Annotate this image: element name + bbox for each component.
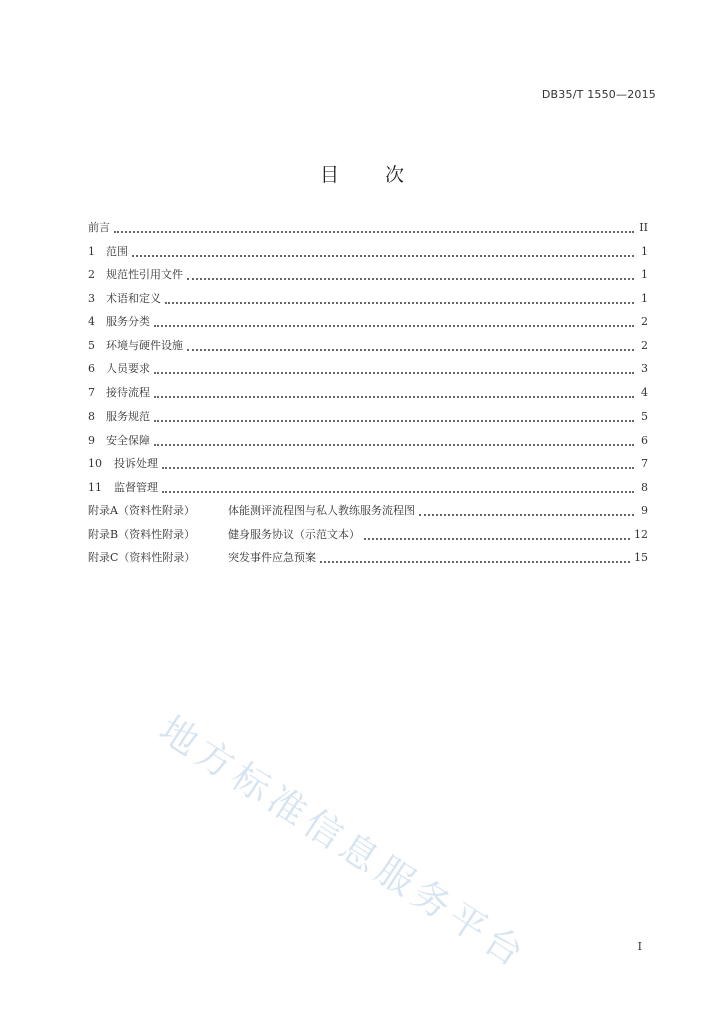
toc-entry-page: 8	[641, 480, 648, 494]
toc-entry-label: 范围	[106, 244, 128, 258]
toc-entry-appendix-b[interactable]	[88, 525, 648, 543]
toc-entry-number: 1	[88, 244, 95, 258]
toc-entry-page: 9	[641, 504, 648, 517]
toc-entry-label: 体能测评流程图与私人教练服务流程图	[228, 504, 415, 517]
toc-appendix-prefix: 附录B（资料性附录）	[88, 527, 196, 541]
toc-entry-page: 2	[641, 315, 648, 328]
toc-entry-3[interactable]	[88, 289, 648, 307]
table-of-contents	[88, 218, 648, 572]
toc-entry-number: 11	[88, 480, 102, 494]
toc-entry-page: 7	[641, 457, 648, 470]
toc-entry-9[interactable]	[88, 431, 648, 449]
toc-entry-label: 规范性引用文件	[106, 268, 183, 281]
toc-entry-page: 3	[641, 362, 648, 375]
toc-entry-6[interactable]	[88, 359, 648, 377]
toc-leader-dots	[165, 290, 634, 304]
toc-entry-number: 10	[88, 457, 102, 470]
page-number: I	[637, 940, 642, 953]
toc-leader-dots	[154, 360, 634, 374]
toc-leader-dots	[320, 549, 630, 563]
toc-entry-label: 健身服务协议（示范文本）	[228, 527, 360, 541]
toc-leader-dots	[162, 455, 634, 469]
toc-entry-7[interactable]	[88, 383, 648, 401]
toc-entry-page: 1	[641, 291, 648, 305]
toc-entry-page: 5	[641, 410, 648, 423]
toc-entry-label: 突发事件应急预案	[228, 551, 316, 564]
toc-appendix-prefix: 附录A（资料性附录）	[88, 504, 195, 517]
toc-entry-label: 服务规范	[106, 410, 150, 423]
toc-entry-5[interactable]	[88, 336, 648, 354]
toc-entry-2[interactable]	[88, 265, 648, 283]
page-title: 目 次	[319, 164, 425, 186]
toc-entry-label: 术语和定义	[106, 291, 161, 305]
toc-entry-number: 5	[88, 338, 95, 352]
toc-entry-number: 7	[88, 386, 95, 399]
toc-leader-dots	[114, 219, 634, 233]
toc-entry-label: 人员要求	[106, 362, 150, 375]
toc-leader-dots	[154, 384, 634, 398]
toc-entry-label: 安全保障	[106, 433, 150, 447]
standard-code: DB35/T 1550—2015	[541, 88, 656, 101]
toc-leader-dots	[162, 479, 634, 493]
toc-leader-dots	[187, 337, 634, 351]
toc-entry-11[interactable]	[88, 478, 648, 496]
toc-entry-page: 2	[641, 338, 648, 352]
toc-entry-number: 6	[88, 362, 95, 375]
toc-entry-number: 4	[88, 315, 95, 328]
toc-entry-label: 接待流程	[106, 386, 150, 399]
toc-entry-8[interactable]	[88, 407, 648, 425]
toc-entry-page: 4	[641, 386, 648, 399]
toc-leader-dots	[154, 313, 634, 327]
toc-entry-page: 1	[641, 244, 648, 258]
toc-entry-foreword[interactable]	[88, 218, 648, 236]
watermark: 地方标准信息服务平台	[151, 707, 536, 978]
toc-entry-page: 12	[634, 527, 648, 541]
toc-entry-number: 9	[88, 433, 95, 447]
toc-entry-page: 15	[634, 551, 648, 564]
toc-entry-number: 3	[88, 291, 95, 305]
toc-entry-10[interactable]	[88, 454, 648, 472]
toc-entry-1[interactable]	[88, 242, 648, 260]
toc-entry-label: 投诉处理	[114, 457, 158, 470]
toc-entry-page: 1	[641, 268, 648, 281]
toc-entry-label: 监督管理	[114, 480, 158, 494]
toc-entry-label: 服务分类	[106, 315, 150, 328]
toc-entry-label: 前言	[88, 221, 110, 234]
toc-entry-page: II	[639, 221, 648, 234]
toc-entry-appendix-c[interactable]	[88, 548, 648, 566]
toc-leader-dots	[419, 502, 634, 516]
toc-leader-dots	[154, 432, 634, 446]
toc-leader-dots	[187, 266, 634, 280]
toc-entry-appendix-a[interactable]	[88, 501, 648, 519]
toc-entry-number: 8	[88, 410, 95, 423]
toc-entry-label: 环境与硬件设施	[106, 338, 183, 352]
toc-leader-dots	[364, 526, 630, 540]
toc-appendix-prefix: 附录C（资料性附录）	[88, 551, 196, 564]
toc-entry-page: 6	[641, 433, 648, 447]
toc-entry-4[interactable]	[88, 312, 648, 330]
toc-leader-dots	[154, 408, 634, 422]
toc-entry-number: 2	[88, 268, 95, 281]
toc-leader-dots	[132, 243, 634, 257]
